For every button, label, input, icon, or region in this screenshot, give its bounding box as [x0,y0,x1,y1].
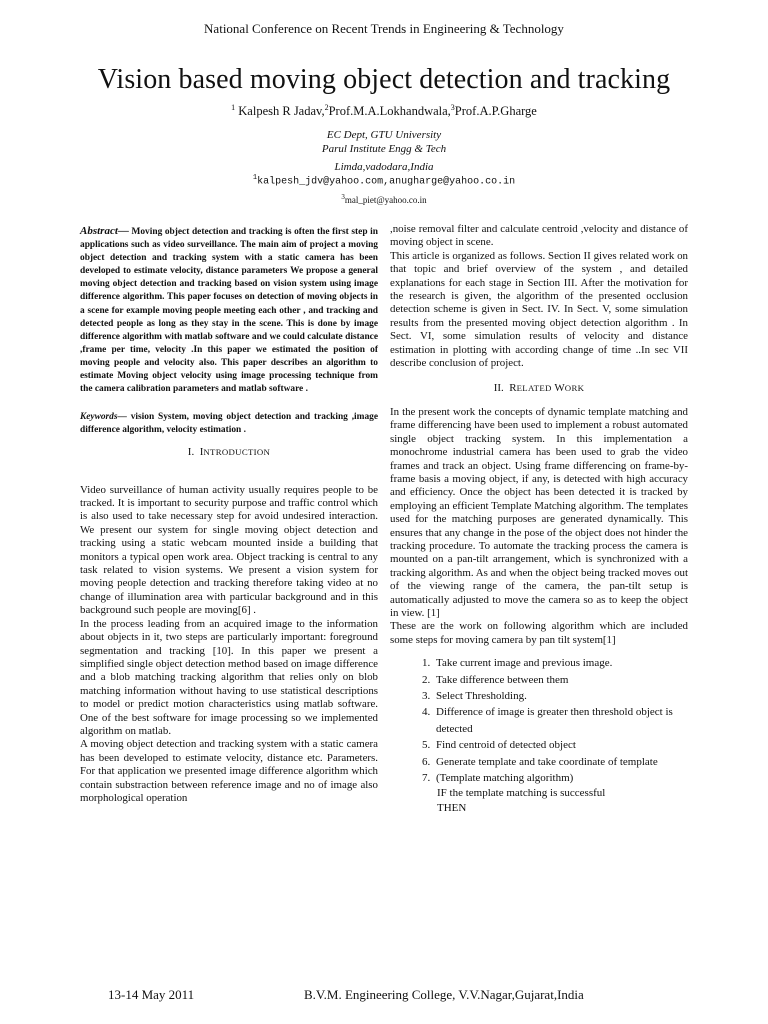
abstract-text: Moving object detection and tracking is often the first step in applications such as video surveillance. The main aim of project a moving object detection and tracking system with a static camera has been developed to estimate velocity, distance parameters We propose a general moving object detection and tracking based on vision system using image difference algorithm. This paper focuses on detection of moving objects in a scene for example moving people meeting each other , and tracking and detected people as long as they stay in the scene. This is done by image difference algorithm with matlab software and we could calculate distance ,frame per time, velocity .In this paper we estimated the position of moving people and velocity also. This paper describes an algorithm to estimate Moving object velocity using image processing technique from the camera calibration parameters and matlab software . [80,227,378,395]
affiliation-dept: EC Dept, GTU University [326,129,442,141]
abstract-lead: Abstract— [80,225,129,237]
section-title-rest: NTRODUCTION [203,447,271,458]
author-list [0,103,768,119]
affiliation-institute: Parul Institute Engg & Tech [321,143,447,155]
section-title-rest: ORK [564,383,585,394]
algorithm-steps [390,655,688,786]
introduction-body [80,484,378,806]
author-sup: 2 [324,103,329,112]
paragraph: ,noise removal filter and calculate centroid ,velocity and distance of moving object in scene. [390,223,688,249]
list-item: 2. Take difference between them [433,672,688,688]
section-title-initial: I [199,446,204,459]
author-name: Kalpesh R Jadav, [238,104,325,119]
email-sup: 1 [252,174,258,182]
author-emails [0,174,768,187]
keywords-lead: Keywords— [80,412,127,423]
paragraph: In the process leading from an acquired image to the information about objects in it, two steps are particularly important: foreground segmentation and tracking [10]. In this paper we present a simplified single object detection method based on image difference and a blob matching tracking algorithm that relies only on blob matching information without having to use statistical descriptions to model or predict motion characteristics using matlab software. One of the best software for image processing so we implemented algorithm on matlab. [80,617,378,737]
paragraph: This article is organized as follows. Section II gives related work on that topic and brief overview of the system , and detailed explanations for each stage in Section III. After the motivation for the research is given, the algorithm of the presented occlusion detection scheme is given in Sect. IV. In Sect. V, some simulation results from the presented moving object detection algorithm . In Sect. VI, some simulation results of velocity and distance estimation in plotting with according change of time ..In sec VII describe conclusion of project. [390,249,688,370]
left-column [80,225,378,805]
author-email-2 [0,193,768,205]
section-title-initial: R [509,382,517,395]
paragraph: A moving object detection and tracking system with a static camera has been developed to estimate velocity, distance etc. Parameters. For that application we presented image difference algorithm which contain substraction between reference image and no of image also morphological operation [80,738,378,804]
section-heading-introduction [80,446,378,459]
paper-title: Vision based moving object detection and tracking [97,64,671,95]
step-if-line: IF the template matching is successful [437,787,606,800]
section-number: I. [187,446,195,459]
right-column [390,223,688,816]
author-name: Prof.M.A.Lokhandwala, [328,104,451,119]
paragraph: These are the work on following algorithm which are included some steps for moving camera by pan tilt system[1] [390,620,688,646]
email-text: kalpesh_jdv@yahoo.com,anugharge@yahoo.co.in [257,176,516,188]
affiliation-location: Limda,vadodara,India [334,161,434,173]
footer-venue: B.V.M. Engineering College, V.V.Nagar,Gujarat,India [304,987,584,1002]
keywords-text: vision System, moving object detection and tracking ,image difference algorithm, velocity estimation . [80,412,378,435]
section-heading-related-work [390,382,688,395]
footer-date: 13-14 May 2011 [108,987,195,1002]
list-item: 6. Generate template and take coordinate of template [433,754,688,770]
paragraph: Video surveillance of human activity usually requires people to be tracked. It is important to security purpose and traffic control which is also used to take necessary step for avoid undesired interaction. We present our system for single moving object detection and tracking using a static webcam mounted inside a building that monitors a typical open work area. Object tracking is central to any task related to vision systems. We present a vision system for moving people detection and tracking therefore taking video at no change of illumination area with particular background and in this background such people are moving[6] . [80,483,378,617]
section-title-rest: ELATED [516,383,552,394]
conference-header: National Conference on Recent Trends in Engineering & Technology [204,21,564,36]
author-name: Prof.A.P.Gharge [454,104,537,119]
list-item: 5. Find centroid of detected object [433,737,688,753]
author-sup: 3 [450,103,455,112]
step-then-line: THEN [437,802,467,815]
email-sup: 3 [341,193,345,201]
abstract [80,225,378,396]
section-title-initial: W [554,382,565,395]
list-item: 1. Take current image and previous image. [433,655,688,671]
author-sup: 1 [231,103,236,112]
list-item: 7. (Template matching algorithm) [433,770,688,786]
keywords [80,411,378,436]
paragraph: In the present work the concepts of dynamic template matching and frame differencing have been used to implement a robust automated single object tracking system. In this implementation a monochrome industrial camera has been used to grab the video frames and track an object. Using frame differencing on frame-by-frame basis a moving object, if any, is detected with high accuracy and efficiency. Once the object has been detected it is tracked by employing an efficient Template Matching algorithm. The templates used for the matching purposes are generated dynamically. This ensures that any change in the pose of the object does not hinder the tracking procedure. To automate the tracking process the camera is mounted on a pan-tilt arrangement, which is synchronized with a tracking algorithm. As and when the object being tracked moves out of the viewing range of the camera, the pan-tilt setup is automatically adjusted to move the camera so as to keep the object in view. [1] [390,405,688,619]
email-text: mal_piet@yahoo.co.in [344,195,427,205]
list-item: 3. Select Thresholding. [433,688,688,704]
section-number: II. [493,382,504,395]
list-item: 4. Difference of image is greater then threshold object is detected [433,704,688,737]
